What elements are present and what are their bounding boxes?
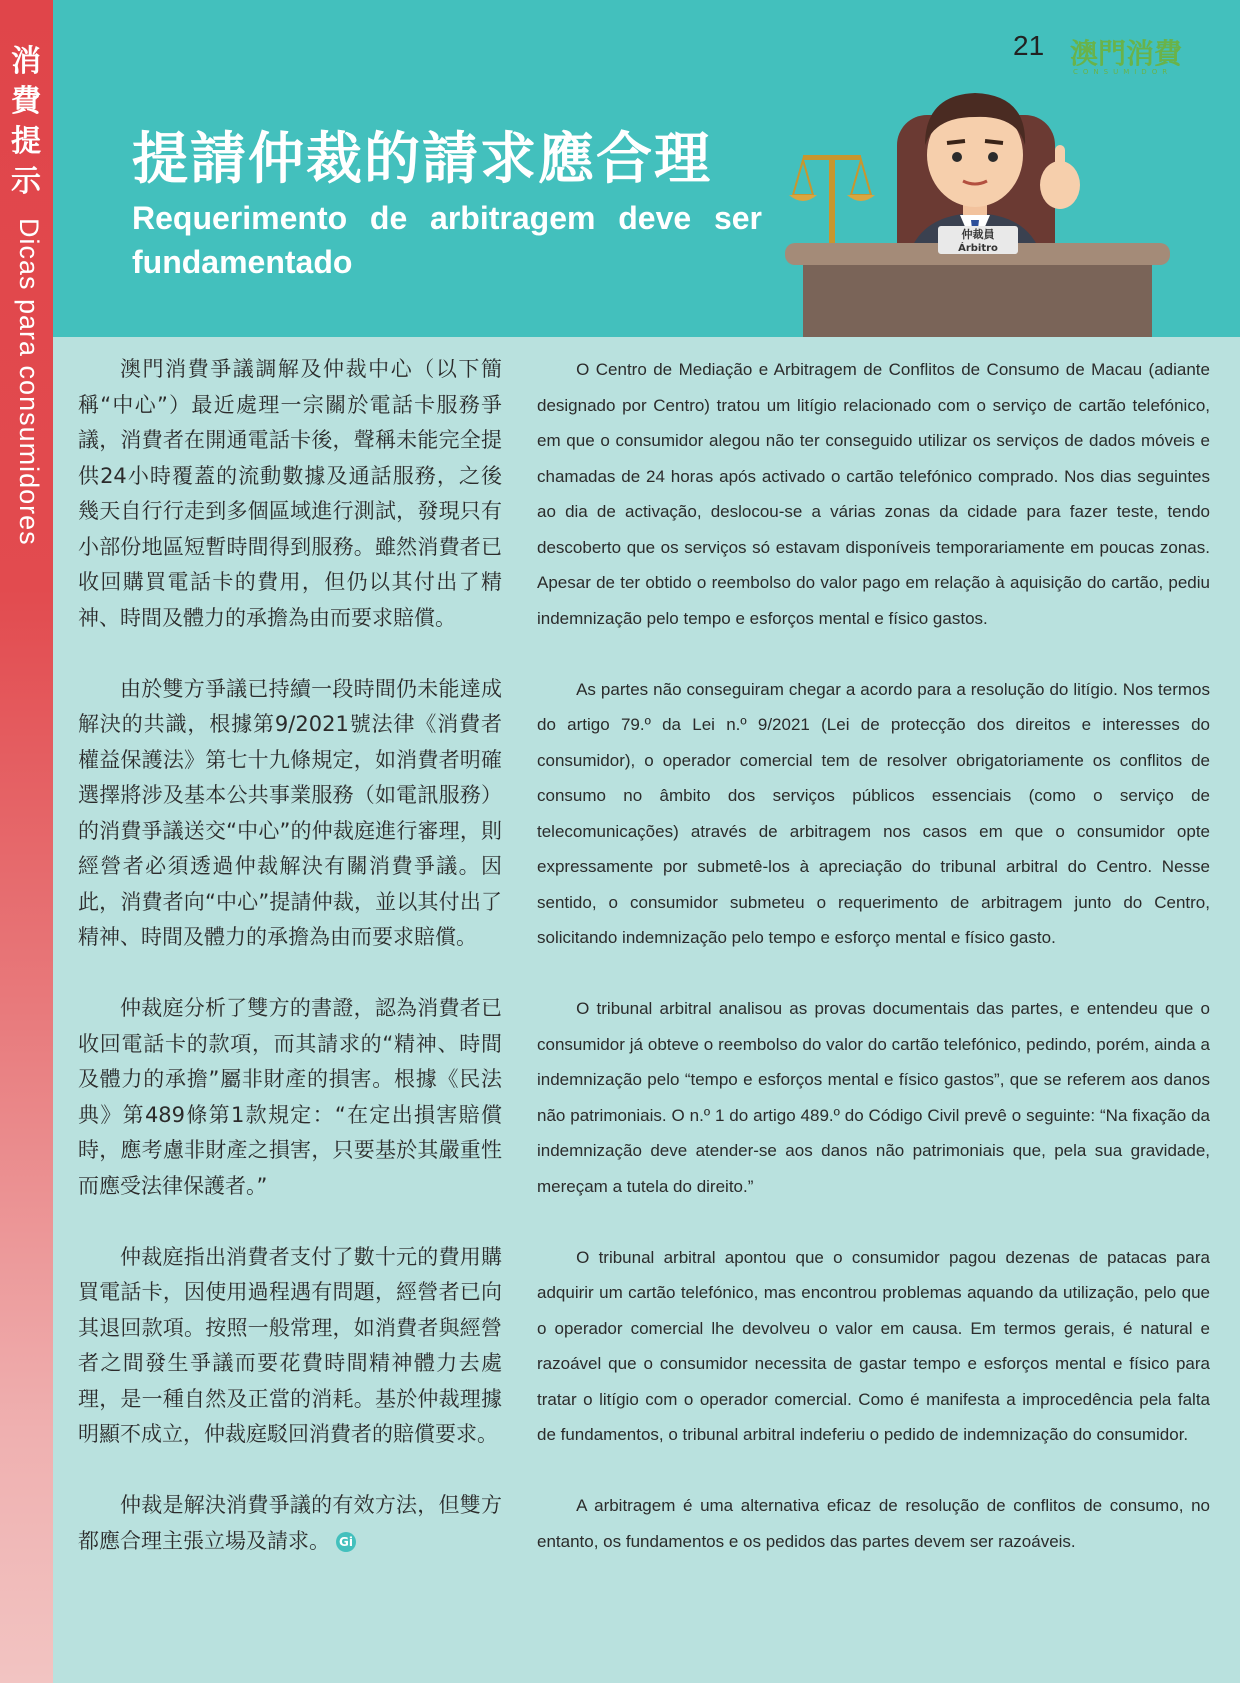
end-mark-icon: Gi (336, 1532, 356, 1552)
page-number: 21 (1013, 30, 1045, 61)
paragraph-pt: As partes não conseguiram chegar a acordo para a resolução do litígio. Nos termos do artigo 79.º da Lei n.º 9/2021 (Lei de protecção dos direitos e interesses do consumidor), o operador comercial tem de resolver obrigatoriamente os conflitos de consumo no âmbito dos serviços públicos essenciais (como o serviço de telecomunicações) através de arbitragem nos casos em que o consumidor opte expressamente por submetê-los à apreciação do tribunal arbitral do Centro. Nesse sentido, o consumidor submeteu o requerimento de arbitragem junto do Centro, solicitando indemnização pelo tempo e esforço mental e físico gasto. (537, 679, 1210, 947)
section-char: 提 (11, 124, 41, 159)
nameplate-zh: 仲裁員 (961, 228, 995, 241)
paragraph-pt: O tribunal arbitral apontou que o consumidor pagou dezenas de patacas para adquirir um cartão telefónico, mas encontrou problemas aquando da utilização, pelo que o operador comercial lhe devolveu o valor em causa. Em termos gerais, é natural e razoável que o consumidor necessita de gastar tempo e esforços mental e físico para tratar o litígio com o operador comercial. Como é manifesta a improcedência pela falta de fundamentos, o tribunal arbitral indeferiu o pedido de indemnização do consumidor. (537, 1247, 1210, 1444)
nameplate-pt: Árbitro (958, 243, 998, 254)
article-zh (78, 352, 502, 1595)
section-label-pt: Dicas para consumidores (14, 218, 44, 546)
side-banner (0, 0, 53, 1683)
paragraph-zh: 由於雙方爭議已持續一段時間仍未能達成解決的共識，根據第9/2021號法律《消費者權益保護法》第七十九條規定，如消費者明確選擇將涉及基本公共事業服務（如電訊服務）的消費爭議送交“中心”的仲裁庭進行審理，則經營者必須透過仲裁解決有關消費爭議。因此，消費者向“中心”提請仲裁，並以其付出了精神、時間及體力的承擔為由而要求賠償。 (78, 676, 502, 949)
page-title-zh: 提請仲裁的請求應合理 (132, 127, 712, 192)
section-char: 消 (11, 44, 41, 79)
paragraph-pt: O tribunal arbitral analisou as provas documentais das partes, e entendeu que o consumidor já obteve o reembolso do valor do cartão telefónico, pedindo, porém, ainda a indemnização pelo “tempo e esforços mental e físico gastos”, que se referem aos danos não patrimoniais. O n.º 1 do artigo 489.º do Código Civil prevê o seguinte: “Na fixação da indemnização deve atender-se aos danos não patrimoniais que, pela sua gravidade, mereçam a tutela do direito.” (537, 999, 1210, 1196)
section-char: 費 (11, 84, 41, 119)
section-char: 示 (11, 164, 41, 199)
paragraph-pt: A arbitragem é uma alternativa eficaz de resolução de conflitos de consumo, no entanto, os fundamentos e os pedidos das partes devem ser razoáveis. (537, 1496, 1210, 1551)
section-label-zh (6, 42, 46, 202)
arbitrator-illustration (785, 75, 1170, 337)
paragraph-zh-text: 仲裁是解決消費爭議的有效方法，但雙方都應合理主張立場及請求。 (78, 1493, 502, 1553)
desk-front (803, 265, 1152, 337)
paragraph-zh: 仲裁庭指出消費者支付了數十元的費用購買電話卡，因使用過程遇有問題，經營者已向其退回款項。按照一般常理，如消費者與經營者之間發生爭議而要花費時間精神體力去處理，是一種自然及正當的消耗。基於仲裁理據明顯不成立，仲裁庭駁回消費者的賠償要求。 (78, 1244, 502, 1446)
article-pt (537, 352, 1210, 1595)
paragraph-zh: 澳門消費爭議調解及仲裁中心（以下簡稱“中心”）最近處理一宗關於電話卡服務爭議，消費者在開通電話卡後，聲稱未能完全提供24小時覆蓋的流動數據及通話服務，之後幾天自行行走到多個區域進行測試，發現只有小部份地區短暫時間得到服務。雖然消費者已收回購買電話卡的費用，但仍以其付出了精神、時間及體力的承擔為由而要求賠償。 (78, 357, 502, 630)
page-title-pt: Requerimento de arbitragem deve ser fundamentado (132, 200, 762, 280)
paragraph-pt: O Centro de Mediação e Arbitragem de Conflitos de Consumo de Macau (adiante designado por Centro) tratou um litígio relacionado com o serviço de cartão telefónico, em que o consumidor alegou não ter conseguido utilizar os serviços de dados móveis e chamadas de 24 horas após activado o cartão telefónico comprado. Nos dias seguintes ao dia de activação, deslocou-se a várias zonas da cidade para fazer teste, tendo descoberto que os serviços só estavam disponíveis temporariamente em poucas zonas. Apesar de ter obtido o reembolso do valor pago em relação à aquisição do cartão, pediu indemnização pelo tempo e esforços mental e físico gastos. (537, 360, 1210, 628)
paragraph-zh: 仲裁庭分析了雙方的書證，認為消費者已收回電話卡的款項，而其請求的“精神、時間及體力的承擔”屬非財產的損害。根據《民法典》第489條第1款規定：“在定出損害賠償時，應考慮非財產之損害，只要基於其嚴重性而應受法律保護者。” (78, 996, 502, 1198)
scales-icon (789, 155, 875, 257)
brand-logo-sub: CONSUMIDOR (1073, 68, 1173, 76)
brand-logo: 澳門消費 (1070, 37, 1183, 70)
paragraph-zh-last (78, 1488, 502, 1559)
